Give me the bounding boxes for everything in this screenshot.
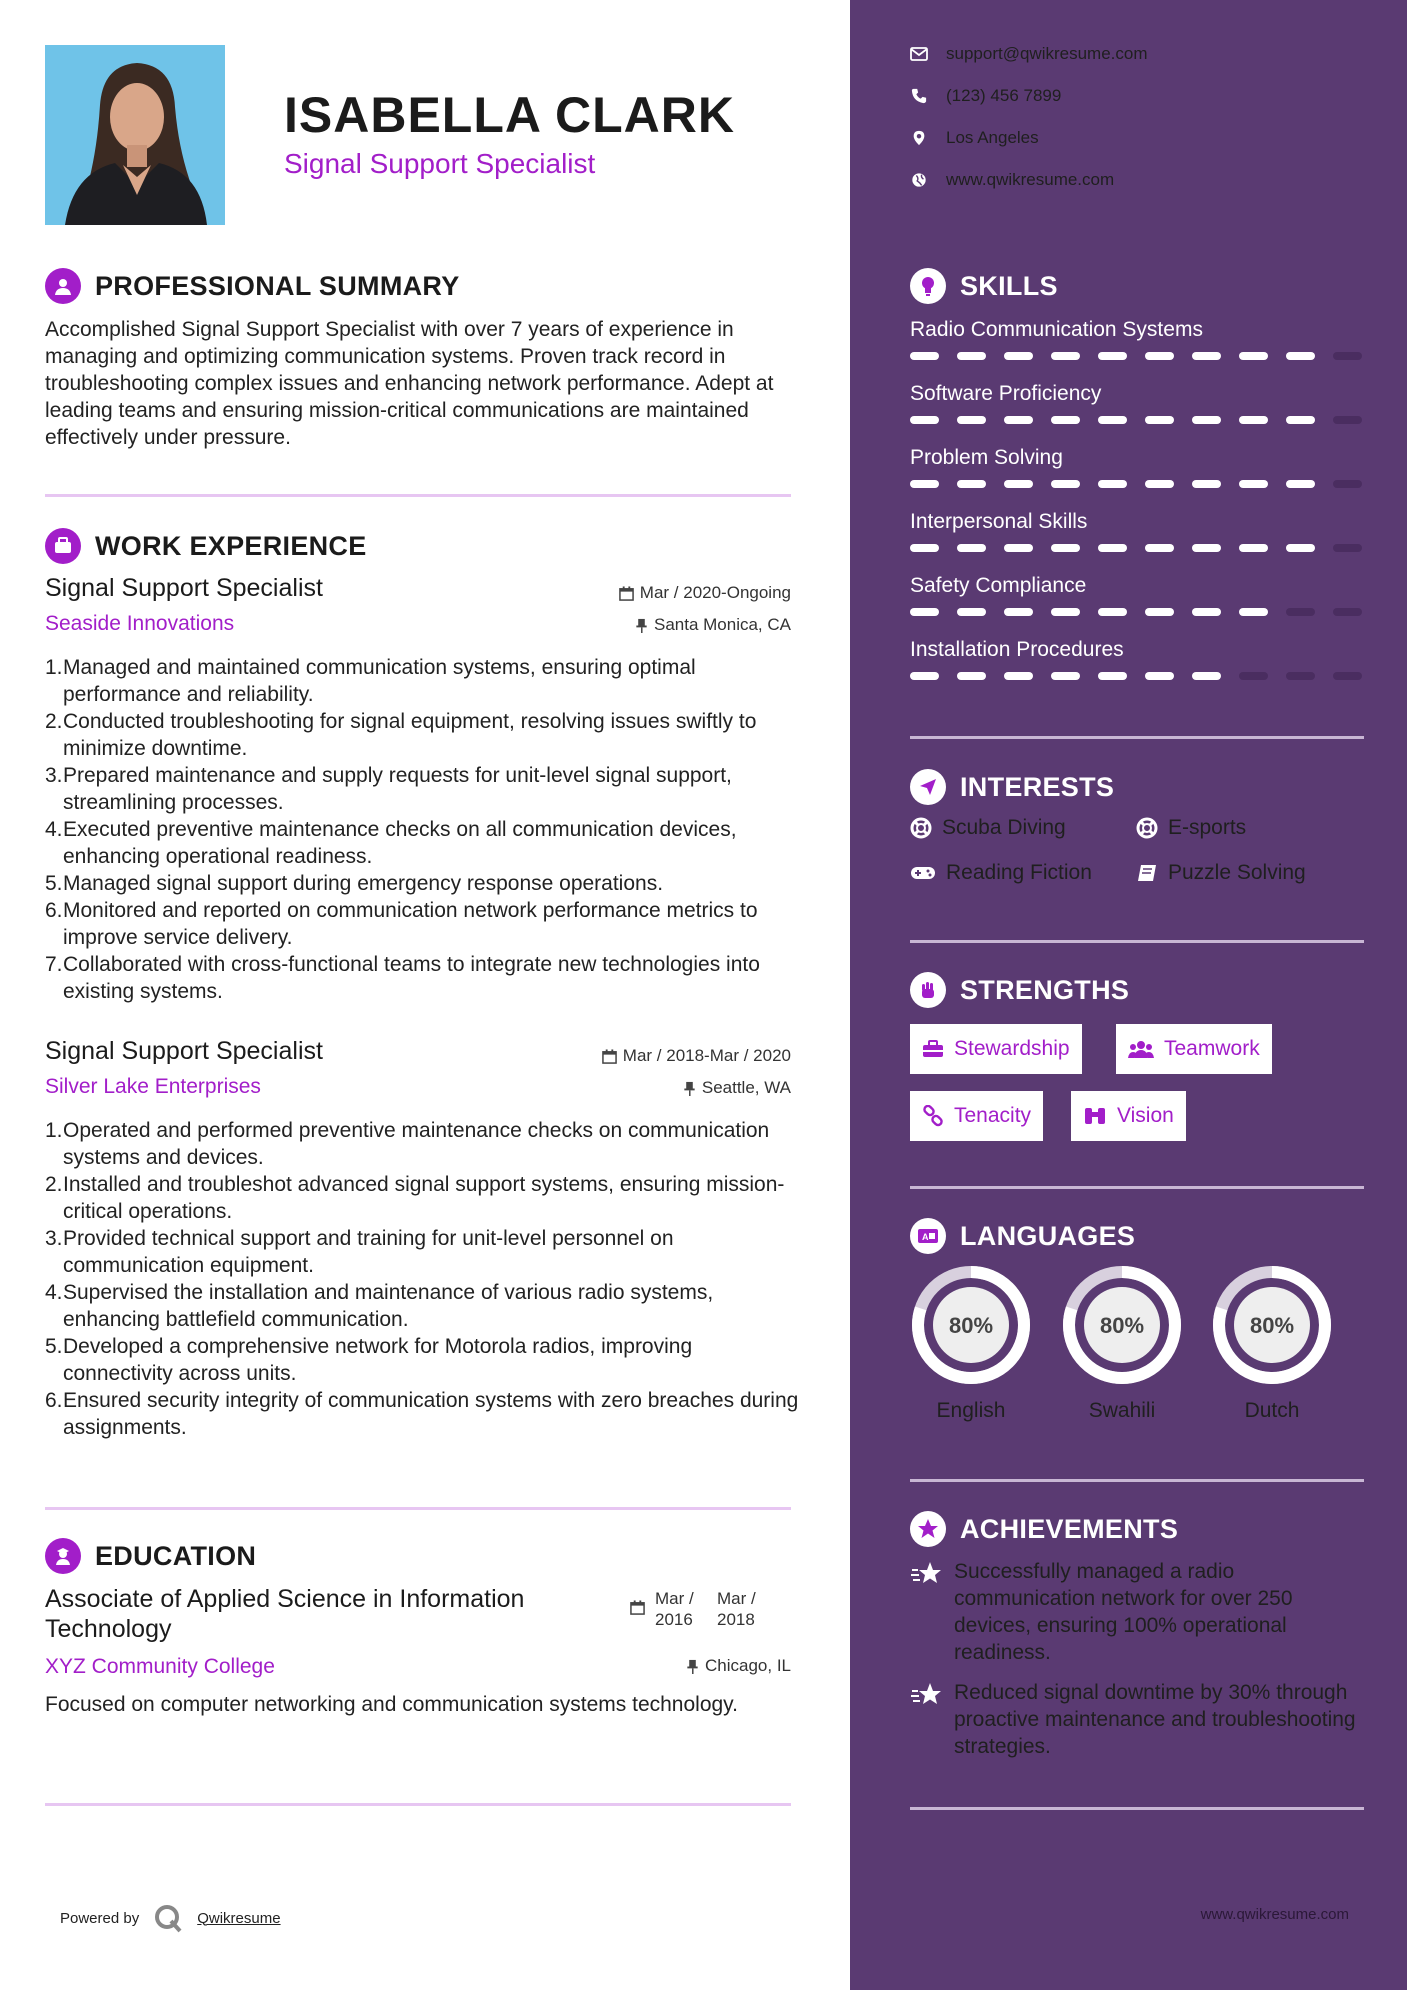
summary-text: Accomplished Signal Support Specialist with over 7 years of experience in managing and optimizing communication systems. Proven track record in troubleshooting complex issues and enhancing network performance. Adept at leading teams and ensuring mission-critical communications are maintained effectively under pressure. [45, 318, 774, 449]
interest-label: Scuba Diving [942, 816, 1066, 839]
powered-by-label: Powered by [60, 1909, 140, 1927]
skill-level-segment [1239, 672, 1268, 680]
user-icon [45, 268, 81, 304]
job-company: Silver Lake Enterprises [45, 1075, 261, 1098]
location-text: Los Angeles [946, 128, 1039, 147]
contact-website [910, 170, 1114, 190]
achievement-text: Reduced signal downtime by 30% through proactive maintenance and troubleshooting strategies. [954, 1681, 1356, 1758]
skill-name: Radio Communication Systems [910, 318, 1203, 341]
school-name: XYZ Community College [45, 1655, 275, 1678]
interest-label: E-sports [1168, 816, 1247, 839]
skill-level-segment [1239, 608, 1268, 616]
skill-level-bar [910, 480, 1364, 488]
degree-title: Associate of Applied Science in Information Technology [45, 1585, 525, 1643]
fist-icon [910, 972, 946, 1008]
skill-level-segment [1286, 480, 1315, 488]
job-title: Signal Support Specialist [45, 574, 323, 602]
strength-chip [910, 1091, 1043, 1141]
job-location [635, 615, 791, 635]
skill-level-segment [1145, 608, 1174, 616]
achievement-item [910, 1679, 1360, 1760]
list-item: 2. Installed and troubleshot advanced signal support systems, ensuring mission-critical operations. [45, 1173, 785, 1223]
lifebuoy-icon [910, 817, 932, 839]
skill-level-segment [1145, 352, 1174, 360]
skill-level-segment [1098, 672, 1127, 680]
calendar-icon [630, 1600, 645, 1615]
skill-level-segment [910, 352, 939, 360]
skill-level-segment [1098, 544, 1127, 552]
list-item: 1. Operated and performed preventive maintenance checks on communication systems and devices. [45, 1119, 770, 1169]
skills-header [910, 268, 1058, 304]
interest-label: Reading Fiction [946, 861, 1092, 884]
skill-level-segment [1192, 480, 1221, 488]
education-end: Mar / 2018 [717, 1589, 756, 1629]
strengths-header [910, 972, 1129, 1008]
powered-by [60, 1903, 281, 1933]
language-name: Swahili [1088, 1399, 1156, 1422]
strength-chip [910, 1024, 1082, 1074]
globe-icon [910, 172, 928, 188]
skill-level-segment [1004, 480, 1033, 488]
skill-level-segment [957, 672, 986, 680]
lifebuoy-icon [1136, 817, 1158, 839]
skill-level-segment [1192, 352, 1221, 360]
website-text[interactable]: www.qwikresume.com [946, 170, 1115, 189]
skill-level-segment [1286, 544, 1315, 552]
summary-header [45, 268, 460, 304]
contact-location [910, 128, 1039, 148]
skill-name: Software Proficiency [910, 382, 1102, 405]
job-date [619, 583, 791, 603]
skill-name: Interpersonal Skills [910, 510, 1088, 533]
education-location [686, 1656, 791, 1676]
skill-name: Problem Solving [910, 446, 1063, 469]
skill-level-segment [1098, 352, 1127, 360]
job-location-text: Seattle, WA [701, 1078, 791, 1097]
language-progress-ring [1061, 1264, 1183, 1386]
list-item: 4. Supervised the installation and maintenance of various radio systems, enhancing battlefield communication. [45, 1281, 714, 1331]
strength-label: Teamwork [1164, 1037, 1260, 1060]
skill-level-segment [910, 608, 939, 616]
achievement-item [910, 1558, 1360, 1666]
skill-level-segment [1051, 544, 1080, 552]
contact-phone [910, 86, 1061, 106]
candidate-role: Signal Support Specialist [284, 148, 596, 179]
skill-level-bar [910, 416, 1364, 424]
skill-level-segment [1286, 416, 1315, 424]
summary-title: PROFESSIONAL SUMMARY [95, 270, 460, 301]
skill-level-segment [1192, 672, 1221, 680]
skill-level-segment [957, 480, 986, 488]
language-item [1211, 1264, 1333, 1423]
qwikresume-link[interactable]: Qwikresume [197, 1909, 281, 1927]
education-start: Mar / 2016 [655, 1589, 694, 1629]
languages-header [910, 1218, 1135, 1254]
pin-icon [686, 1659, 699, 1674]
strength-label: Stewardship [954, 1037, 1070, 1060]
skill-level-segment [1333, 416, 1362, 424]
skill-level-segment [1192, 544, 1221, 552]
strength-label: Tenacity [954, 1104, 1032, 1127]
contact-email [910, 44, 1148, 64]
skill-level-segment [1333, 608, 1362, 616]
interests-title: INTERESTS [960, 771, 1115, 802]
strengths-title: STRENGTHS [960, 974, 1130, 1005]
star-icon [910, 1681, 944, 1709]
skill-level-segment [1192, 416, 1221, 424]
skill-level-segment [910, 544, 939, 552]
phone-text: (123) 456 7899 [946, 86, 1062, 105]
skill-level-segment [1286, 672, 1315, 680]
list-item: 3. Prepared maintenance and supply requests for unit-level signal support, streamlining processes. [45, 764, 732, 814]
skill-level-segment [1051, 352, 1080, 360]
skill-level-segment [1145, 416, 1174, 424]
pin-icon [683, 1081, 696, 1096]
job-date-text: Mar / 2020-Ongoing [639, 583, 791, 602]
interest-item [1136, 816, 1246, 840]
skill-level-bar [910, 608, 1364, 616]
skill-level-segment [1098, 608, 1127, 616]
skill-level-segment [1051, 608, 1080, 616]
skill-level-segment [1239, 544, 1268, 552]
skill-level-bar [910, 352, 1364, 360]
list-item: 3. Provided technical support and training for unit-level personnel on communication equipment. [45, 1227, 674, 1277]
work-header [45, 528, 367, 564]
star-icon [910, 1560, 944, 1588]
graduation-icon [45, 1538, 81, 1574]
skill-level-segment [1333, 672, 1362, 680]
interests-header [910, 769, 1114, 805]
list-item: 6. Ensured security integrity of communication systems with zero breaches during assignments. [45, 1389, 799, 1439]
binoculars-icon [1083, 1106, 1107, 1126]
skill-level-segment [1333, 480, 1362, 488]
skill-level-segment [910, 672, 939, 680]
list-item: 5. Developed a comprehensive network for Motorola radios, improving connectivity across units. [45, 1335, 693, 1385]
language-percent: 80% [1099, 1313, 1145, 1338]
divider [910, 940, 1364, 943]
interest-item [910, 861, 1092, 885]
language-name: Dutch [1244, 1399, 1300, 1422]
list-item: 5. Managed signal support during emergency response operations. [45, 872, 664, 895]
qwikresume-logo-icon [153, 1903, 183, 1933]
job-bullets [45, 654, 805, 1005]
map-pin-icon [910, 130, 928, 146]
briefcase-icon [45, 528, 81, 564]
divider [45, 1507, 791, 1510]
interest-item [1136, 861, 1306, 885]
skill-level-bar [910, 544, 1364, 552]
skill-level-segment [1145, 672, 1174, 680]
skill-level-segment [1051, 416, 1080, 424]
book-icon [1136, 863, 1158, 883]
skill-level-segment [1239, 416, 1268, 424]
strength-chip [1071, 1091, 1186, 1141]
briefcase-icon [922, 1039, 944, 1059]
skill-level-segment [1145, 480, 1174, 488]
list-item: 6. Monitored and reported on communication network performance metrics to improve service delivery. [45, 899, 758, 949]
envelope-icon [910, 47, 928, 61]
skill-level-segment [1004, 352, 1033, 360]
strength-label: Vision [1117, 1104, 1174, 1127]
skill-level-segment [1192, 608, 1221, 616]
paper-plane-icon [910, 769, 946, 805]
languages-title: LANGUAGES [960, 1220, 1136, 1251]
language-percent: 80% [948, 1313, 994, 1338]
skill-level-segment [1051, 480, 1080, 488]
gamepad-icon [910, 865, 936, 881]
divider [45, 494, 791, 497]
education-text: Focused on computer networking and communication systems technology. [45, 1693, 738, 1716]
divider [910, 1186, 1364, 1189]
pin-icon [635, 618, 648, 633]
link-icon [922, 1105, 944, 1127]
skill-level-segment [1239, 480, 1268, 488]
achievements-title: ACHIEVEMENTS [960, 1513, 1179, 1544]
interest-label: Puzzle Solving [1168, 861, 1306, 884]
skill-level-segment [957, 544, 986, 552]
profile-photo [45, 45, 225, 225]
skill-level-segment [1098, 416, 1127, 424]
users-icon [1128, 1039, 1154, 1059]
skill-level-segment [1333, 352, 1362, 360]
email-text[interactable]: support@qwikresume.com [946, 44, 1148, 63]
skill-level-bar [910, 672, 1364, 680]
divider [45, 1803, 791, 1806]
education-header [45, 1538, 256, 1574]
star-badge-icon [910, 1511, 946, 1547]
divider [910, 1807, 1364, 1810]
list-item: 7. Collaborated with cross-functional teams to integrate new technologies into existing systems. [45, 953, 760, 1003]
strength-chip [1116, 1024, 1272, 1074]
job-date-text: Mar / 2018-Mar / 2020 [622, 1046, 791, 1065]
list-item: 2. Conducted troubleshooting for signal equipment, resolving issues swiftly to minimize downtime. [45, 710, 757, 760]
skill-level-segment [1286, 352, 1315, 360]
skill-level-segment [910, 480, 939, 488]
candidate-name: ISABELLA CLARK [284, 87, 736, 143]
phone-icon [910, 88, 928, 104]
job-location [683, 1078, 791, 1098]
skills-title: SKILLS [960, 270, 1058, 301]
education-title: EDUCATION [95, 1540, 257, 1571]
skill-level-segment [957, 608, 986, 616]
interest-item [910, 816, 1066, 840]
skill-level-segment [1239, 352, 1268, 360]
job-date [602, 1046, 791, 1066]
calendar-icon [602, 1049, 617, 1064]
skill-level-segment [1051, 672, 1080, 680]
language-progress-ring [910, 1264, 1032, 1386]
skill-level-segment [957, 416, 986, 424]
svg-text:A: A [922, 1232, 929, 1242]
list-item: 1. Managed and maintained communication systems, ensuring optimal performance and reliability. [45, 656, 696, 706]
language-item [1061, 1264, 1183, 1423]
skill-level-segment [910, 416, 939, 424]
job-location-text: Santa Monica, CA [653, 615, 791, 634]
footer-website[interactable]: www.qwikresume.com [1200, 1906, 1349, 1923]
education-dates [630, 1588, 777, 1630]
skill-level-segment [1098, 480, 1127, 488]
divider [910, 1479, 1364, 1482]
translate-icon [910, 1218, 946, 1254]
lightbulb-icon [910, 268, 946, 304]
skill-level-segment [1333, 544, 1362, 552]
job-bullets [45, 1117, 805, 1441]
education-location-text: Chicago, IL [705, 1656, 791, 1675]
skill-level-segment [1004, 416, 1033, 424]
language-progress-ring [1211, 1264, 1333, 1386]
skill-level-segment [1004, 544, 1033, 552]
skill-level-segment [1004, 608, 1033, 616]
achievements-header [910, 1511, 1178, 1547]
calendar-icon [619, 586, 634, 601]
skill-level-segment [1286, 608, 1315, 616]
skill-name: Installation Procedures [910, 638, 1124, 661]
list-item: 4. Executed preventive maintenance checks on all communication devices, enhancing operational readiness. [45, 818, 737, 868]
skill-level-segment [1145, 544, 1174, 552]
skill-level-segment [957, 352, 986, 360]
language-item [910, 1264, 1032, 1423]
divider [910, 736, 1364, 739]
language-name: English [936, 1399, 1006, 1422]
work-title: WORK EXPERIENCE [95, 530, 367, 561]
skill-level-segment [1004, 672, 1033, 680]
language-percent: 80% [1249, 1313, 1295, 1338]
job-company: Seaside Innovations [45, 612, 235, 635]
achievement-text: Successfully managed a radio communication network for over 250 devices, ensuring 100% operational readiness. [954, 1560, 1293, 1664]
job-title: Signal Support Specialist [45, 1037, 323, 1065]
skill-name: Safety Compliance [910, 574, 1087, 597]
